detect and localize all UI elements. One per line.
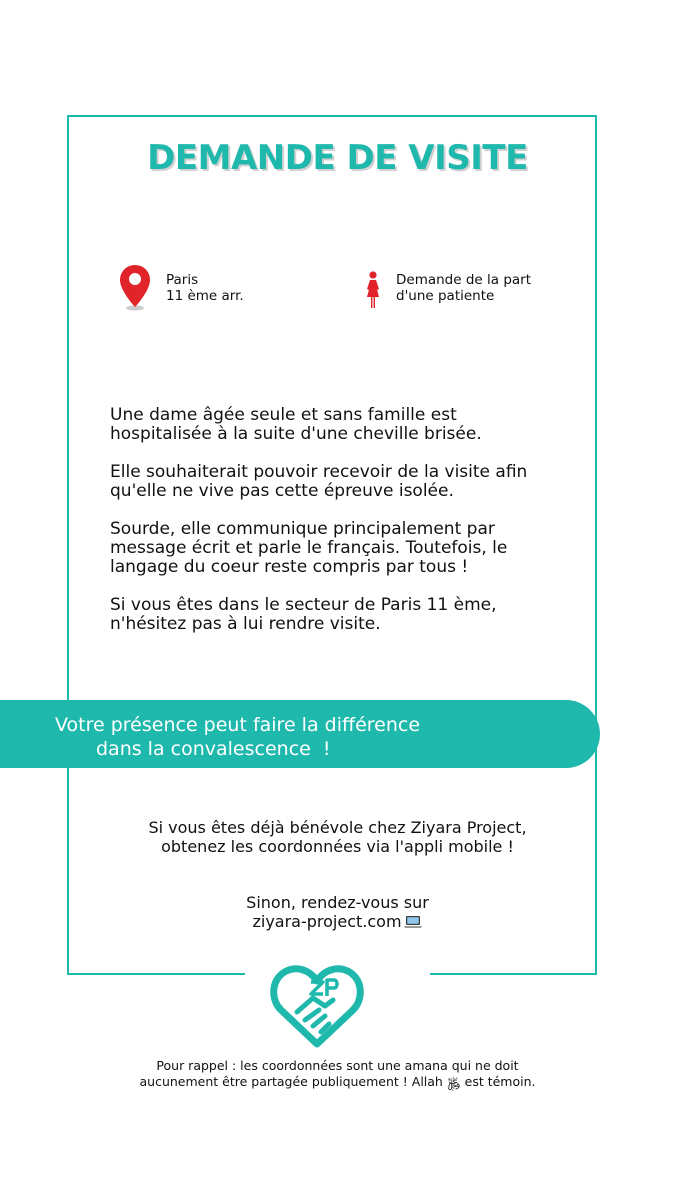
page-title: DEMANDE DE VISITE <box>147 138 528 178</box>
footer-reminder: Pour rappel : les coordonnées sont une amana qui ne doit aucunement être partagée publiquement ! Allah ﷿ est témoin. <box>139 1058 536 1089</box>
banner-line-2: dans la convalescence ! <box>96 738 331 760</box>
location-info <box>118 263 244 315</box>
heart-handshake-logo-icon <box>267 960 367 1054</box>
banner-line-1: Votre présence peut faire la différence <box>55 714 421 736</box>
request-description <box>110 406 580 653</box>
requester-line-2: d'une patiente <box>396 288 495 304</box>
laptop-icon <box>403 914 423 933</box>
description-paragraph: Sourde, elle communique principalement par message écrit et parle le français. Toutefois, le langage du coeur reste compris par tous ! <box>110 519 508 577</box>
requester-line-1: Demande de la part <box>396 272 532 288</box>
requester-info <box>364 271 531 313</box>
map-pin-icon <box>118 263 152 315</box>
website-link[interactable]: ziyara-project.com <box>252 912 402 931</box>
description-paragraph: Si vous êtes dans le secteur de Paris 11 ème, n'hésitez pas à lui rendre visite. <box>110 595 497 634</box>
location-city: Paris <box>166 272 199 288</box>
volunteer-note: Si vous êtes déjà bénévole chez Ziyara Project, obtenez les coordonnées via l'appli mobile ! <box>148 818 527 856</box>
website-note: Sinon, rendez-vous sur ziyara-project.com <box>246 893 429 931</box>
location-district: 11 ème arr. <box>166 288 244 304</box>
woman-icon <box>364 271 382 313</box>
description-paragraph: Une dame âgée seule et sans famille est hospitalisée à la suite d'une cheville brisée. <box>110 405 482 444</box>
description-paragraph: Elle souhaiterait pouvoir recevoir de la visite afin qu'elle ne vive pas cette épreuve isolée. <box>110 462 528 501</box>
